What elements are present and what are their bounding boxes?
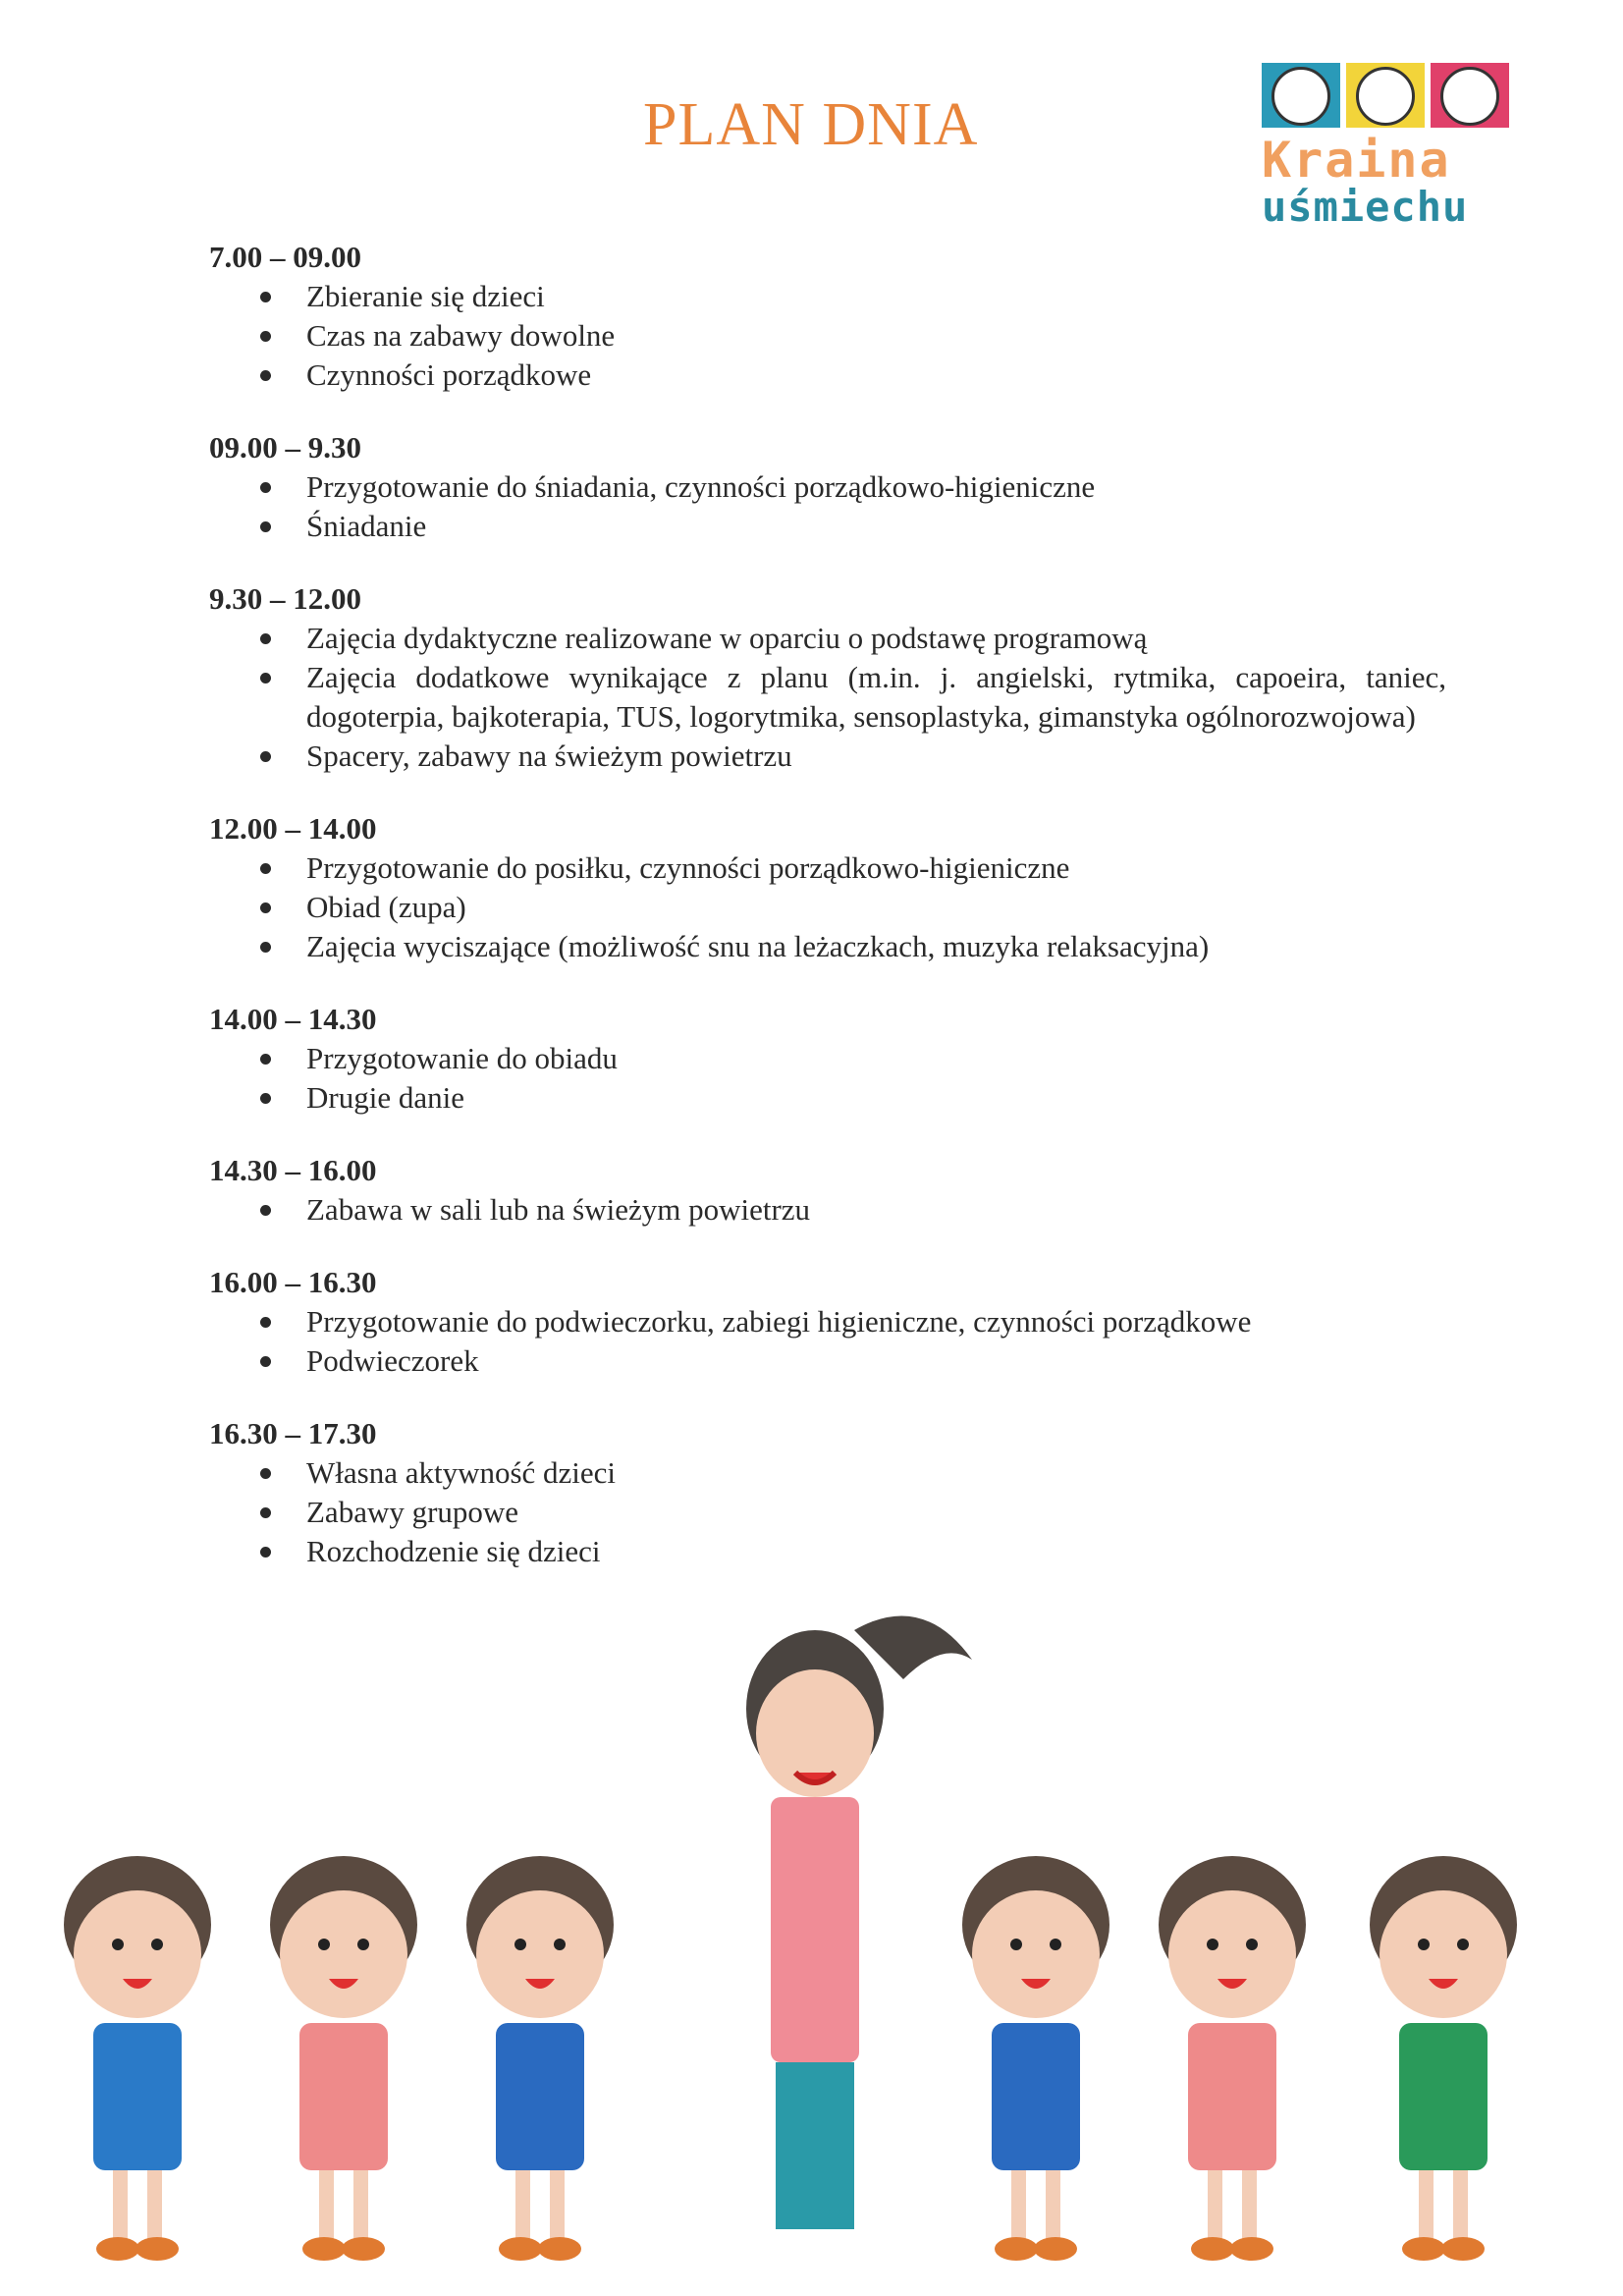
teacher-mouth	[795, 1773, 835, 1782]
child-clothes	[1188, 2023, 1276, 2170]
activity-item	[209, 1078, 1446, 1118]
time-range: 16.00 – 16.30	[209, 1265, 377, 1299]
bullet-icon	[260, 1356, 271, 1367]
child-shoe	[1034, 2237, 1077, 2261]
time-range: 12.00 – 14.00	[209, 811, 377, 846]
bullet-icon	[260, 1054, 271, 1065]
child-shoe	[1230, 2237, 1273, 2261]
bullet-icon	[260, 751, 271, 762]
child-eye	[151, 1939, 163, 1950]
activity-text: Rozchodzenie się dzieci	[306, 1534, 601, 1568]
schedule-section	[209, 579, 1446, 776]
bullet-icon	[260, 942, 271, 953]
child-eye	[514, 1939, 526, 1950]
child-shoe	[538, 2237, 581, 2261]
activity-text: Własna aktywność dzieci	[306, 1455, 617, 1490]
activity-text: Przygotowanie do posiłku, czynności porządkowo-higieniczne	[306, 850, 1070, 885]
activity-text: Czas na zabawy dowolne	[306, 318, 616, 353]
child-face	[280, 1890, 407, 2018]
activity-item	[209, 277, 1446, 316]
logo-face-boy-icon	[1262, 63, 1340, 128]
activity-item	[209, 848, 1446, 888]
child-eye	[1457, 1939, 1469, 1950]
bullet-icon	[260, 863, 271, 874]
logo-faces	[1262, 63, 1537, 128]
activity-item	[209, 507, 1446, 546]
activity-list	[209, 1190, 1446, 1230]
activity-text: Podwieczorek	[306, 1343, 479, 1378]
activity-text: Zabawa w sali lub na świeżym powietrzu	[306, 1192, 811, 1227]
activity-list	[209, 848, 1446, 966]
bullet-icon	[260, 902, 271, 913]
schedule	[209, 238, 1446, 1605]
bullet-icon	[260, 331, 271, 342]
child-eye	[112, 1939, 124, 1950]
bullet-icon	[260, 1468, 271, 1479]
child-shoe	[135, 2237, 179, 2261]
child-clothes	[1399, 2023, 1488, 2170]
logo-text-kraina: Kraina	[1262, 132, 1451, 189]
activity-list	[209, 619, 1446, 776]
child-shoe	[1402, 2237, 1445, 2261]
child-eye	[1246, 1939, 1258, 1950]
activity-text: Zabawy grupowe	[306, 1495, 519, 1529]
schedule-section	[209, 809, 1446, 966]
activity-item	[209, 316, 1446, 355]
child-shoe	[995, 2237, 1038, 2261]
activity-list	[209, 1302, 1446, 1381]
activity-item	[209, 467, 1446, 507]
activity-item	[209, 888, 1446, 927]
activity-text: Spacery, zabawy na świeżym powietrzu	[306, 738, 792, 773]
child-leg	[515, 2170, 530, 2239]
child-face	[1168, 1890, 1296, 2018]
child-eye	[1050, 1939, 1061, 1950]
child-face	[74, 1890, 201, 2018]
child-eye	[1207, 1939, 1218, 1950]
bullet-icon	[260, 370, 271, 381]
activity-list	[209, 277, 1446, 395]
child-leg	[319, 2170, 334, 2239]
child-face	[1380, 1890, 1507, 2018]
schedule-section	[209, 1263, 1446, 1381]
bullet-icon	[260, 673, 271, 683]
child-leg	[1453, 2170, 1468, 2239]
bullet-icon	[260, 633, 271, 644]
child-leg	[353, 2170, 368, 2239]
teacher-and-children-illustration	[39, 1601, 1591, 2278]
child-clothes	[93, 2023, 182, 2170]
bullet-icon	[260, 1547, 271, 1558]
activity-item	[209, 1190, 1446, 1230]
bullet-icon	[260, 1205, 271, 1216]
activity-text: Obiad (zupa)	[306, 890, 466, 924]
child-leg	[1242, 2170, 1257, 2239]
schedule-section	[209, 1151, 1446, 1230]
logo-face-grandma-icon	[1431, 63, 1509, 128]
activity-item	[209, 355, 1446, 395]
activity-item	[209, 1302, 1446, 1341]
time-range: 16.30 – 17.30	[209, 1416, 377, 1450]
activity-text: Czynności porządkowe	[306, 357, 592, 392]
child-leg	[1011, 2170, 1026, 2239]
time-range: 14.30 – 16.00	[209, 1153, 377, 1187]
page-title: PLAN DNIA	[643, 91, 979, 158]
activity-text: Śniadanie	[306, 509, 427, 543]
child-leg	[113, 2170, 128, 2239]
activity-item	[209, 1532, 1446, 1571]
activity-text: Drugie danie	[306, 1080, 464, 1115]
child-shoe	[1191, 2237, 1234, 2261]
activity-text: Przygotowanie do śniadania, czynności porządkowo-higieniczne	[306, 469, 1096, 504]
activity-text: Zbieranie się dzieci	[306, 279, 545, 313]
teacher-pants	[776, 2062, 854, 2229]
bullet-icon	[260, 1317, 271, 1328]
child-eye	[1418, 1939, 1430, 1950]
bullet-icon	[260, 521, 271, 532]
time-range: 7.00 – 09.00	[209, 240, 361, 274]
child-clothes	[299, 2023, 388, 2170]
activity-text: Przygotowanie do podwieczorku, zabiegi higieniczne, czynności porządkowe	[306, 1304, 1252, 1339]
child-face	[476, 1890, 604, 2018]
child-clothes	[496, 2023, 584, 2170]
teacher-apron	[771, 1797, 859, 2062]
child-eye	[1010, 1939, 1022, 1950]
kraina-usmiechu-logo	[1262, 63, 1537, 240]
child-leg	[550, 2170, 565, 2239]
activity-text: Zajęcia dodatkowe wynikające z planu (m.in. j. angielski, rytmika, capoeira, taniec, dogoterpia, bajkoterapia, TUS, logorytmika, sensoplastyka, gimanstyka ogólnorozwojowa)	[306, 660, 1446, 734]
child-leg	[1046, 2170, 1060, 2239]
bullet-icon	[260, 292, 271, 302]
activity-item	[209, 658, 1446, 737]
activity-list	[209, 467, 1446, 546]
activity-list	[209, 1453, 1446, 1571]
child-eye	[357, 1939, 369, 1950]
schedule-section	[209, 1414, 1446, 1571]
child-leg	[1208, 2170, 1222, 2239]
time-range: 9.30 – 12.00	[209, 581, 361, 616]
logo-face-girl-icon	[1346, 63, 1425, 128]
child-shoe	[302, 2237, 346, 2261]
bullet-icon	[260, 1507, 271, 1518]
activity-list	[209, 1039, 1446, 1118]
schedule-section	[209, 238, 1446, 395]
activity-text: Zajęcia dydaktyczne realizowane w oparciu o podstawę programową	[306, 621, 1148, 655]
activity-text: Przygotowanie do obiadu	[306, 1041, 618, 1075]
logo-text-usmiechu: uśmiechu	[1262, 183, 1469, 231]
child-shoe	[499, 2237, 542, 2261]
child-clothes	[992, 2023, 1080, 2170]
schedule-section	[209, 428, 1446, 546]
time-range: 09.00 – 9.30	[209, 430, 361, 465]
schedule-section	[209, 1000, 1446, 1118]
child-eye	[318, 1939, 330, 1950]
child-face	[972, 1890, 1100, 2018]
activity-item	[209, 1493, 1446, 1532]
child-shoe	[342, 2237, 385, 2261]
bullet-icon	[260, 482, 271, 493]
child-leg	[147, 2170, 162, 2239]
activity-item	[209, 1039, 1446, 1078]
activity-item	[209, 619, 1446, 658]
activity-item	[209, 737, 1446, 776]
activity-item	[209, 927, 1446, 966]
child-leg	[1419, 2170, 1434, 2239]
time-range: 14.00 – 14.30	[209, 1002, 377, 1036]
activity-item	[209, 1341, 1446, 1381]
child-eye	[554, 1939, 566, 1950]
bullet-icon	[260, 1093, 271, 1104]
activity-item	[209, 1453, 1446, 1493]
activity-text: Zajęcia wyciszające (możliwość snu na leżaczkach, muzyka relaksacyjna)	[306, 929, 1210, 963]
child-shoe	[96, 2237, 139, 2261]
child-shoe	[1441, 2237, 1485, 2261]
